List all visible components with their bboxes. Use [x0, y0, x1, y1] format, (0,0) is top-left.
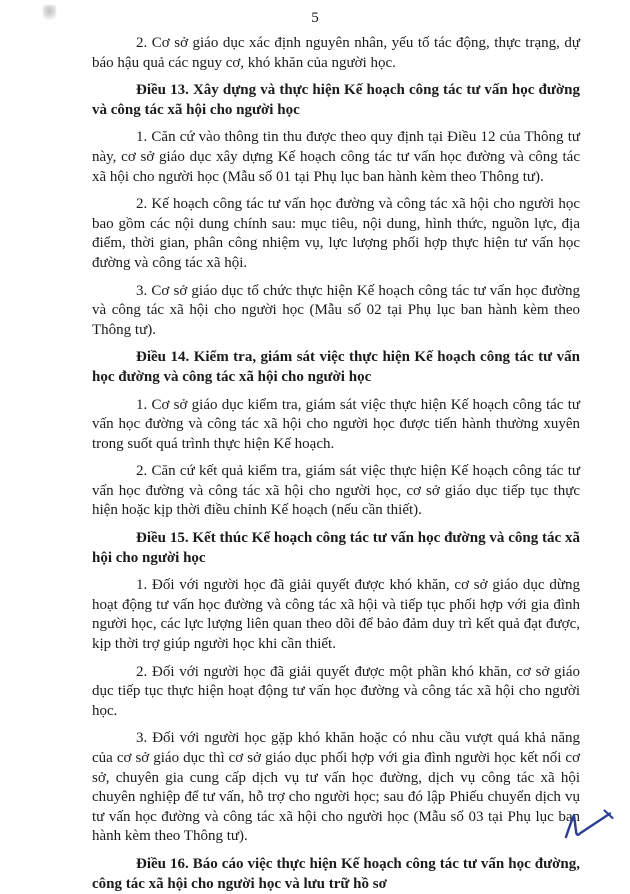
- article-heading-dieu-15: Điều 15. Kết thúc Kế hoạch công tác tư vấn học đường và công tác xã hội cho người học: [92, 530, 580, 566]
- scan-smudge-icon: [43, 5, 56, 22]
- paragraph: 1. Đối với người học đã giải quyết được khó khăn, cơ sở giáo dục dừng hoạt động tư vấn học đường và công tác xã hội và tiếp tục phối hợp với gia đình người học, các lực lượng liên quan theo dõi để bảo đảm duy trì kết quả đạt được, kịp thời trợ giúp người học khi cần thiết.: [92, 577, 580, 653]
- article-heading-dieu-14: Điều 14. Kiểm tra, giám sát việc thực hiện Kế hoạch công tác tư vấn học đường và công tác xã hội cho người học: [92, 349, 580, 385]
- paragraph: 2. Đối với người học đã giải quyết được một phần khó khăn, cơ sở giáo dục tiếp tục thực hiện hoạt động tư vấn học đường và công tác xã hội cho người học.: [92, 663, 580, 719]
- paragraph: 2. Kế hoạch công tác tư vấn học đường và công tác xã hội cho người học bao gồm các nội dung chính sau: mục tiêu, nội dung, hình thức, nguồn lực, địa điểm, thời gian, phân công nhiệm vụ, lực lượng phối hợp thực hiện tư vấn học đường và công tác xã hội.: [92, 196, 580, 271]
- page-number: 5: [311, 10, 319, 26]
- article-heading-dieu-16: Điều 16. Báo cáo việc thực hiện Kế hoạch công tác tư vấn học đường, công tác xã hội cho người học và lưu trữ hồ sơ: [92, 855, 580, 892]
- paragraph: 3. Đối với người học gặp khó khăn hoặc có nhu cầu vượt quá khả năng của cơ sở giáo dục thì cơ sở giáo dục phối hợp với gia đình người học kết nối cơ sở, chuyên gia cung cấp dịch vụ tư vấn học đường, dịch vụ công tác xã hội chuyên nghiệp để tư vấn, hỗ trợ cho người học; sau đó lập Phiếu chuyển dịch vụ tư vấn học đường và công tác xã hội cho người học (Mẫu số 03 tại Phụ lục ban hành kèm theo Thông tư).: [92, 730, 580, 845]
- paragraph: 3. Cơ sở giáo dục tổ chức thực hiện Kế hoạch công tác tư vấn học đường và công tác xã hội cho người học (Mẫu số 02 tại Phụ lục ban hành kèm theo Thông tư).: [92, 282, 580, 338]
- paragraph: 2. Căn cứ kết quả kiểm tra, giám sát việc thực hiện Kế hoạch công tác tư vấn học đường và công tác xã hội cho người học, cơ sở giáo dục tiếp tục thực hiện hoặc kịp thời điều chỉnh Kế hoạch (nếu cần thiết).: [92, 463, 580, 519]
- paragraph: 2. Cơ sở giáo dục xác định nguyên nhân, yếu tố tác động, thực trạng, dự báo hậu quả các nguy cơ, khó khăn của người học.: [92, 35, 580, 71]
- handwritten-initial-icon: [561, 807, 617, 844]
- document-body: [0, 27, 630, 894]
- paragraph: 1. Cơ sở giáo dục kiểm tra, giám sát việc thực hiện Kế hoạch công tác tư vấn học đường và công tác xã hội cho người học được tiến hành thường xuyên trong suốt quá trình thực hiện Kế hoạch.: [92, 396, 580, 452]
- article-heading-dieu-13: Điều 13. Xây dựng và thực hiện Kế hoạch công tác tư vấn học đường và công tác xã hội cho người học: [92, 82, 580, 118]
- paragraph: 1. Căn cứ vào thông tin thu được theo quy định tại Điều 12 của Thông tư này, cơ sở giáo dục xây dựng Kế hoạch công tác tư vấn học đường và công tác xã hội cho người học (Mẫu số 01 tại Phụ lục ban hành kèm theo Thông tư).: [92, 129, 580, 185]
